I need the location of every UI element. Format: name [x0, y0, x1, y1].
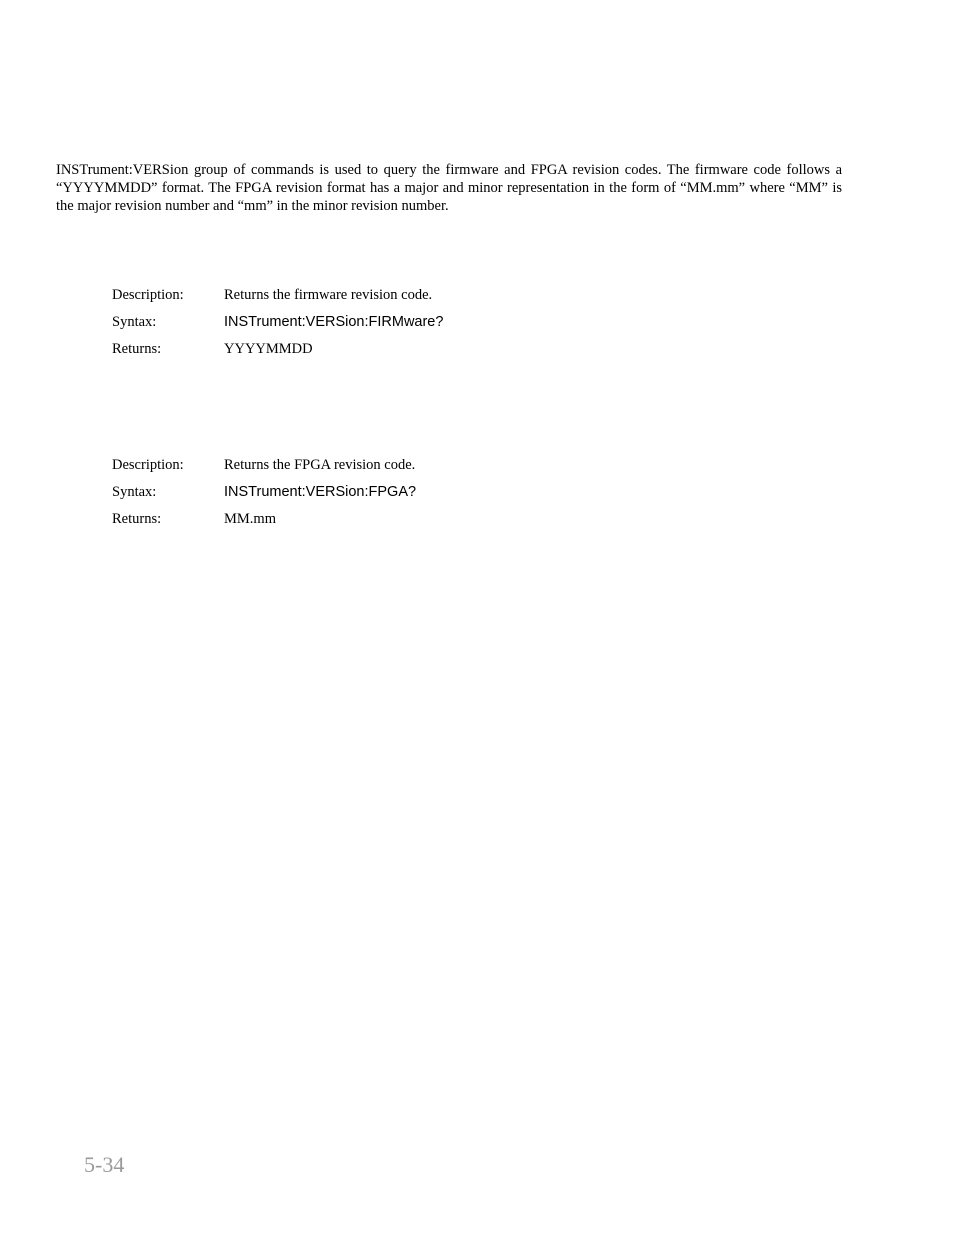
syntax-value: INSTrument:VERSion:FPGA? [224, 484, 417, 500]
description-label: Description: [112, 287, 184, 303]
syntax-value: INSTrument:VERSion:FIRMware? [224, 314, 444, 330]
syntax-label: Syntax: [112, 314, 157, 330]
returns-value: MM.mm [224, 511, 276, 527]
returns-row [112, 341, 812, 368]
syntax-label: Syntax: [112, 484, 157, 500]
page-number: 5-34 [84, 1152, 125, 1177]
firmware-command-block [112, 287, 812, 368]
intro-paragraph: INSTrument:VERSion group of commands is used to query the firmware and FPGA revision codes. The firmware code follows a “YYYYMMDD” format. The FPGA revision format has a major and minor representation in the form of “MM.mm” where “MM” is the major revision number and “mm” in the minor revision number. [56, 162, 842, 214]
returns-label: Returns: [112, 511, 162, 527]
syntax-row [112, 484, 812, 511]
fpga-command-block [112, 457, 812, 538]
returns-label: Returns: [112, 341, 162, 357]
syntax-row [112, 314, 812, 341]
returns-value: YYYYMMDD [224, 341, 313, 357]
description-row [112, 457, 812, 484]
description-value: Returns the firmware revision code. [224, 287, 433, 303]
returns-row [112, 511, 812, 538]
description-value: Returns the FPGA revision code. [224, 457, 416, 473]
description-label: Description: [112, 457, 184, 473]
description-row [112, 287, 812, 314]
